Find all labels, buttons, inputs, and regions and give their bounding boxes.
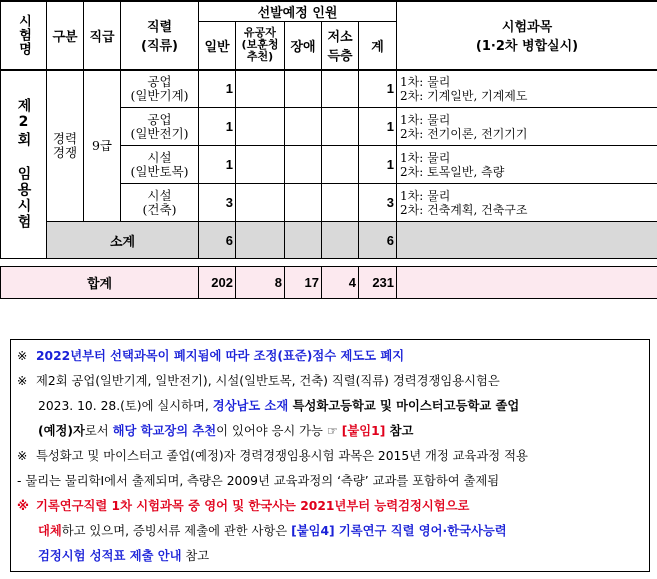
grand-total-general: 202 [199,267,236,299]
note-mark: ※ [17,499,29,513]
header-subjects: 시험과목 (1·2차 병합실시) [397,1,657,70]
subtotal-row [1,222,657,259]
general-count: 1 [199,70,236,108]
header-low-income: 저소 득층 [322,22,359,70]
grand-total-total: 231 [359,267,397,299]
subjects-cell: 1차: 물리 2차: 기계일반, 기계제도 [397,70,657,108]
grand-total-low-income: 4 [322,267,359,299]
header-exam-name: 시험명 [1,1,47,70]
note-mark: ※ [17,374,28,388]
series-cell: 시설 (건축) [121,184,199,222]
total-count: 1 [359,146,397,184]
subtotal-veteran [236,222,285,259]
header-category: 구분 [47,1,84,70]
table-gap [1,259,657,267]
header-veteran: 유공자 (보훈청 추천) [236,22,285,70]
series-cell: 공업 (일반기계) [121,70,199,108]
header-disabled: 장애 [285,22,322,70]
low-income-count [322,184,359,222]
note-2-cont: 2023. 10. 28.(토)에 실시하며, 경상남도 소재 특성화고등학교 및 마이스터고등학교 졸업 [38,399,520,413]
subtotal-low-income [322,222,359,259]
note-2: ※ 제2회 공업(일반기계, 일반전기), 시설(일반토목, 건축) 직렬(직류) 경력경쟁임용시험은 [17,369,643,394]
veteran-count [236,146,285,184]
grand-total-row [1,267,657,299]
general-count: 1 [199,108,236,146]
note-5-cont: 대체하고 있으며, 증빙서류 제출에 관한 사항은 [붙임4] 기록연구 직렬 영어·한국사능력 [38,524,507,538]
attachment4-link[interactable]: [붙임4] [291,524,335,538]
header-grade: 직급 [84,1,121,70]
header-total: 계 [359,22,397,70]
note-mark: ※ [17,349,28,363]
category-cell: 경력경쟁 [47,70,84,222]
subjects-cell: 1차: 물리 2차: 토목일반, 측량 [397,146,657,184]
subjects-cell: 1차: 물리 2차: 전기이론, 전기기기 [397,108,657,146]
low-income-count [322,70,359,108]
note-5-cont2: 검정시험 성적표 제출 안내 참고 [38,549,210,563]
note-5: ※ 기록연구직렬 1차 시험과목 중 영어 및 한국사는 2021년부터 능력검정시험으로 [17,494,643,519]
grand-total-label: 합계 [1,267,199,299]
gap-cell [1,259,657,267]
general-count: 3 [199,184,236,222]
notes-box [10,339,650,572]
disabled-count [285,70,322,108]
header-series: 직렬 (직류) [121,1,199,70]
note-1: ※ 2022년부터 선택과목이 폐지됨에 따라 조정(표준)점수 제도도 폐지 [17,344,643,369]
veteran-count [236,184,285,222]
series-cell: 시설 (일반토목) [121,146,199,184]
subtotal-disabled [285,222,322,259]
veteran-count [236,70,285,108]
series-cell: 공업 (일반전기) [121,108,199,146]
subtotal-label: 소계 [47,222,199,259]
subjects-cell: 1차: 물리 2차: 건축계획, 건축구조 [397,184,657,222]
low-income-count [322,108,359,146]
disabled-count [285,184,322,222]
grand-total-disabled: 17 [285,267,322,299]
grade-cell: 9급 [84,70,121,222]
header-planned: 선발예정 인원 [199,1,397,22]
note-4: - 물리는 물리학Ⅰ에서 출제되며, 측량은 2009년 교육과정의 ‘측량’ 교과를 포함하여 출제됨 [17,474,500,488]
total-count: 3 [359,184,397,222]
grand-total-subjects [397,267,657,299]
note-mark: ※ [17,449,28,463]
exam-name-cell: 제2회 임용시험 [1,70,47,259]
disabled-count [285,146,322,184]
header-general: 일반 [199,22,236,70]
total-count: 1 [359,70,397,108]
veteran-count [236,108,285,146]
grand-total-veteran: 8 [236,267,285,299]
note-2-cont2: (예정)자로서 해당 학교장의 추천이 있어야 응시 가능 ☞ [붙임1] 참고 [38,424,414,438]
disabled-count [285,108,322,146]
note-3: ※ 특성화고 및 마이스터고 졸업(예정)자 경력경쟁임용시험 과목은 2015년 개정 교육과정 적용 [17,444,643,469]
general-count: 1 [199,146,236,184]
subtotal-general: 6 [199,222,236,259]
subtotal-subjects [397,222,657,259]
subtotal-total: 6 [359,222,397,259]
low-income-count [322,146,359,184]
attachment1-link[interactable]: [붙임1] [341,424,386,438]
total-count: 1 [359,108,397,146]
